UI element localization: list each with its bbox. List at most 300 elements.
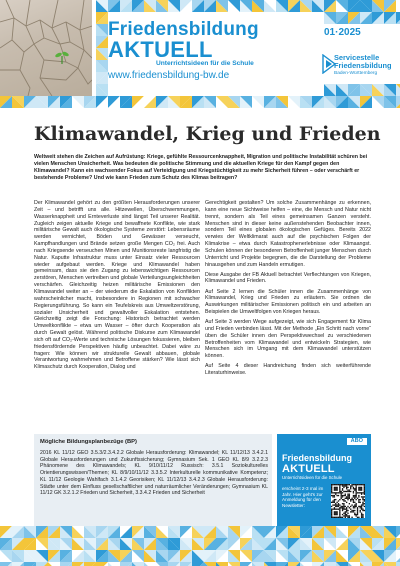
qr-module — [339, 514, 340, 515]
qr-module — [345, 498, 346, 499]
qr-module — [353, 500, 354, 501]
qr-module — [345, 491, 346, 492]
qr-module — [350, 506, 351, 507]
qr-module — [345, 511, 346, 512]
qr-module — [350, 511, 351, 512]
qr-module — [347, 489, 348, 490]
qr-module — [347, 517, 348, 518]
qr-module — [332, 495, 333, 496]
qr-module — [332, 504, 333, 505]
paragraph: Gerechtigkeit gestalten? Um solche Zusammenhänge zu erkennen, kann eine neue Sichtweise helfen – eine, die Mensch und Natur nicht trennt, sondern als Teil eines gemeinsamen Ganzen versteht. Menschen sind in dieser keine außenstehenden Beobachter innen, sondern Teil eines globalen ökologischen Gefüges. Bereits 2022 verwies der Weltklimarat auch auf die psychischen Folgen der Klimakrise – etwa durch Katastrophenerlebnisse oder Klimaangst. Schulen können der besonderen Betroffenheit junger Menschen durch Unterricht und Projekte begegnen, die die Darstellung der Probleme hinausgehen und zum Handeln ermutigen. — [205, 200, 371, 268]
qr-module — [364, 492, 365, 493]
qr-module — [345, 508, 346, 509]
qr-module — [351, 510, 352, 511]
qr-module — [331, 495, 332, 496]
qr-module — [338, 495, 339, 496]
qr-module — [362, 515, 363, 516]
qr-module — [358, 500, 359, 501]
qr-module — [331, 513, 332, 514]
qr-module — [362, 504, 363, 505]
qr-module — [342, 503, 343, 504]
qr-module — [350, 485, 351, 486]
qr-module — [339, 485, 340, 486]
qr-module — [343, 504, 344, 505]
qr-module — [354, 514, 355, 515]
qr-module — [343, 513, 344, 514]
qr-module — [334, 511, 335, 512]
qr-module — [345, 515, 346, 516]
qr-module — [335, 511, 336, 512]
qr-module — [331, 489, 332, 490]
qr-module — [334, 492, 335, 493]
qr-module — [361, 513, 362, 514]
qr-module — [335, 484, 336, 485]
footer-triangle-pattern — [0, 526, 400, 566]
qr-module — [360, 506, 361, 507]
qr-module — [331, 492, 332, 493]
qr-module — [355, 485, 356, 486]
qr-module — [355, 494, 356, 495]
qr-module — [335, 508, 336, 509]
qr-module — [362, 510, 363, 511]
qr-module — [355, 514, 356, 515]
qr-module — [360, 511, 361, 512]
qr-module — [346, 488, 347, 489]
qr-module — [360, 499, 361, 500]
qr-module — [347, 484, 348, 485]
qr-module — [350, 500, 351, 501]
qr-module — [342, 508, 343, 509]
qr-module — [334, 502, 335, 503]
qr-module — [354, 488, 355, 489]
column-left — [34, 200, 200, 374]
paragraph: Der Klimawandel gehört zu den größten Herausforderungen unserer Zeit – und betrifft uns alle. Hitzewellen, Überschwemmungen, Wasserknappheit und Ernteverluste sind längst Teil unserer Realität. Zugleich zeigen aktuelle Kriege und bewaffnete Konflikte, wie stark militärische Gewalt auch ökologische Systeme zerstört: Lebensräume werden vernichtet, Böden und Gewässer verseucht, Kampfhandlungen und Brände setzen große Mengen CO₂ frei. Auch nach Kriegsende verseuchen Minen und Munitionsreste langfristig die Natur. Kaputte Infrastruktur muss unter Einsatz vieler Ressourcen wieder aufgebaut werden. Kriege und Klimawandel haben gemeinsam, dass sie den Zugang zu lebenswichtigen Ressourcen zerstören, Menschen vertreiben und globale Verteilungsungleichheiten verschärfen. Gleichzeitig heizen militärische Emissionen den Klimawandel weiter an – der wiederum die Eskalation von Konflikten wahrscheinlicher macht, insbesondere in Regionen mit schwacher Regierungsführung. So kann ein Teufelskreis aus Umweltzerstörung, sozialer Unsicherheit und gewaltvoller Eskalation entstehen. Gleichzeitig zeigt die Forschung: Historisch betrachtet werden Umweltkonflikte – etwa um Wasser – öfter durch Kooperation als durch Gewalt gelöst. Während politische Diskurse zum Klimawandel sich oft auf CO₂-Werte und technische Lösungen fokussieren, bleiben friedensfördernde Perspektiven häufig unbeachtet. Dabei wäre zu fragen: Wie können wir strukturelle Gewalt abbauen, globale Verantwortung wahrnehmen und Betroffene stärken? Wie lässt sich Klimaschutz durch Kooperation, Dialog und — [34, 200, 200, 371]
qr-module — [341, 507, 342, 508]
qr-module — [345, 485, 346, 486]
qr-module — [364, 485, 365, 486]
issue-number: 01·2025 — [324, 27, 361, 38]
qr-module — [361, 507, 362, 508]
qr-module — [355, 503, 356, 504]
qr-module — [339, 504, 340, 505]
qr-module — [339, 499, 340, 500]
qr-module — [331, 517, 332, 518]
qr-module — [364, 503, 365, 504]
qr-module — [362, 496, 363, 497]
qr-module — [351, 485, 352, 486]
qr-module — [347, 491, 348, 492]
qr-module — [331, 511, 332, 512]
qr-module — [339, 515, 340, 516]
qr-module — [357, 511, 358, 512]
qr-module — [360, 488, 361, 489]
qr-module — [335, 517, 336, 518]
qr-module — [358, 517, 359, 518]
qr-module — [349, 495, 350, 496]
header — [0, 0, 400, 108]
qr-module — [342, 507, 343, 508]
qr-module — [339, 511, 340, 512]
brand-tagline: Unterrichtsideen für die Schule — [156, 60, 254, 67]
qr-module — [364, 506, 365, 507]
qr-module — [361, 506, 362, 507]
qr-module — [349, 494, 350, 495]
qr-module — [336, 504, 337, 505]
qr-module — [338, 500, 339, 501]
qr-module — [358, 495, 359, 496]
qr-module — [343, 499, 344, 500]
qr-module — [336, 495, 337, 496]
qr-module — [334, 499, 335, 500]
qr-module — [351, 484, 352, 485]
qr-module — [341, 496, 342, 497]
qr-module — [334, 496, 335, 497]
qr-module — [364, 487, 365, 488]
qr-module — [341, 492, 342, 493]
qr-module — [360, 487, 361, 488]
qr-module — [349, 491, 350, 492]
qr-module — [354, 495, 355, 496]
qr-module — [349, 484, 350, 485]
qr-module — [357, 517, 358, 518]
qr-module — [353, 491, 354, 492]
qr-module — [335, 487, 336, 488]
qr-module — [364, 494, 365, 495]
qr-module — [332, 508, 333, 509]
qr-module — [335, 492, 336, 493]
qr-module — [357, 508, 358, 509]
qr-module — [362, 484, 363, 485]
qr-module — [336, 517, 337, 518]
qr-module — [332, 484, 333, 485]
qr-module — [354, 489, 355, 490]
website-link[interactable]: www.friedensbildung-bw.de — [108, 70, 230, 81]
qr-module — [336, 492, 337, 493]
qr-module — [343, 485, 344, 486]
qr-module — [354, 484, 355, 485]
cracked-earth-photo — [0, 0, 92, 96]
qr-module — [358, 484, 359, 485]
qr-module — [336, 484, 337, 485]
qr-module — [364, 499, 365, 500]
column-right — [205, 200, 371, 380]
qr-module — [355, 504, 356, 505]
qr-module — [353, 484, 354, 485]
qr-module — [343, 484, 344, 485]
qr-module — [341, 498, 342, 499]
qr-module — [338, 506, 339, 507]
qr-module — [349, 517, 350, 518]
qr-module — [336, 502, 337, 503]
qr-module — [331, 508, 332, 509]
qr-module — [347, 506, 348, 507]
qr-module — [338, 484, 339, 485]
qr-module — [339, 513, 340, 514]
qr-module — [358, 489, 359, 490]
qr-module — [353, 511, 354, 512]
qr-module — [345, 494, 346, 495]
qr-module — [355, 506, 356, 507]
qr-module — [354, 496, 355, 497]
qr-module — [361, 484, 362, 485]
qr-module — [364, 488, 365, 489]
qr-module — [335, 514, 336, 515]
article-title: Klimawandel, Krieg und Frieden — [34, 123, 381, 145]
qr-module — [351, 517, 352, 518]
qr-module — [362, 498, 363, 499]
qr-module — [358, 492, 359, 493]
qr-module — [339, 517, 340, 518]
qr-module — [342, 485, 343, 486]
qr-module — [353, 507, 354, 508]
qr-module — [339, 510, 340, 511]
qr-module — [335, 494, 336, 495]
qr-module — [342, 488, 343, 489]
qr-module — [334, 484, 335, 485]
qr-module — [357, 510, 358, 511]
qr-module — [335, 488, 336, 489]
qr-module — [361, 504, 362, 505]
qr-module — [339, 508, 340, 509]
qr-module — [350, 488, 351, 489]
qr-module — [342, 489, 343, 490]
qr-module — [341, 484, 342, 485]
qr-module — [361, 487, 362, 488]
qr-module — [346, 507, 347, 508]
decor-triangle — [396, 562, 400, 566]
bildungsplan-text: 2016 KL 11/12 GEO 3.5.3/2.3.4.2.2 Globale Herausforderung: Klimawandel; KL 11/12/13 3.4.2.1 Globale Herausforderungen und Zukunftssicherung; Gymnasium Sek. 1 GEO KL 8/9 3.2.2.3 Phänomene des Klimawandels; KL 9/10/11/12 Russisch: 3.5.1 Soziokulturelles Orientierungswissen/Themen; KL 8/9/10/11/12 3.3.5.2 Interkulturelle kommunikative Kompetenz; KL 11/12 Geologie Wahlfach 3.1.4.2 Georisiken; KL 11/12/13 3.4.2.3 Globale Herausforderung: Städte unter dem Einfluss gesellschaftlicher und naturräumlicher Veränderungen; Gymnasium KL 11/12 GK 3.2.1.2 Frieden und Sicherheit, 3.3.4.2 Frieden und Sicherheit — [40, 450, 268, 497]
qr-module — [343, 508, 344, 509]
qr-module — [331, 502, 332, 503]
qr-module — [347, 510, 348, 511]
qr-module — [361, 489, 362, 490]
abo-badge: ABO — [347, 438, 367, 445]
article-lead: Weltweit stehen die Zeichen auf Aufrüstung: Kriege, gefühlte Ressourcenknappheit, Migration und politische Instabilität schüren bei vielen Menschen Unsicherheit. Was bedeuten die politische Stimmung und die aktuellen Kriege für den Kampf gegen den Klimawandel? Kann ein wachsender Fokus auf Verteidigung und Kriegstüchtigkeit zu mehr Sicherheit führen – oder verschärft er bestehende Probleme? Und wie kann Frieden zum Schutz des Klimas beitragen? — [34, 154, 368, 181]
qr-module — [346, 498, 347, 499]
qr-module — [355, 492, 356, 493]
service-line-2: Friedensbildung — [334, 61, 392, 70]
qr-module — [332, 500, 333, 501]
qr-module — [339, 487, 340, 488]
qr-module — [334, 507, 335, 508]
qr-module — [341, 506, 342, 507]
qr-module — [346, 514, 347, 515]
paragraph: Diese Ausgabe der FB Aktuell betrachtet Verflechtungen von Kriegen, Klimawandel und Frieden. — [205, 271, 371, 285]
qr-module — [360, 489, 361, 490]
qr-module — [355, 495, 356, 496]
qr-module — [331, 514, 332, 515]
qr-module — [358, 496, 359, 497]
brand-title: Friedensbildung — [108, 19, 259, 40]
abo-subtitle: AKTUELL — [282, 463, 335, 475]
qr-module — [336, 514, 337, 515]
qr-module — [351, 504, 352, 505]
qr-module — [332, 517, 333, 518]
qr-module — [353, 496, 354, 497]
qr-module — [341, 494, 342, 495]
qr-module — [343, 506, 344, 507]
qr-module — [360, 484, 361, 485]
paragraph: Auf Seite 4 dieser Handreichung finden sich weiterführende Literaturhinweise. — [205, 363, 371, 377]
qr-module — [335, 503, 336, 504]
qr-module — [336, 513, 337, 514]
qr-module — [331, 488, 332, 489]
qr-module — [350, 491, 351, 492]
qr-module — [335, 499, 336, 500]
qr-module — [331, 487, 332, 488]
qr-module — [339, 492, 340, 493]
qr-module — [362, 499, 363, 500]
qr-module — [345, 495, 346, 496]
qr-module — [342, 496, 343, 497]
qr-module — [339, 491, 340, 492]
seedling-icon — [55, 51, 70, 64]
qr-module — [338, 492, 339, 493]
qr-module — [336, 508, 337, 509]
qr-module — [347, 515, 348, 516]
qr-module — [342, 514, 343, 515]
qr-module — [357, 484, 358, 485]
qr-module — [347, 494, 348, 495]
qr-module — [349, 507, 350, 508]
qr-module — [350, 487, 351, 488]
abo-title: Friedensbildung — [282, 453, 353, 463]
qr-module — [347, 513, 348, 514]
qr-module — [364, 491, 365, 492]
qr-module — [347, 499, 348, 500]
qr-module — [332, 492, 333, 493]
qr-module — [346, 485, 347, 486]
qr-module — [332, 496, 333, 497]
qr-module — [335, 504, 336, 505]
qr-module — [345, 500, 346, 501]
qr-module — [357, 498, 358, 499]
abo-tagline: Unterrichtsideen für die Schule — [282, 475, 343, 480]
qr-module — [355, 491, 356, 492]
qr-module — [362, 508, 363, 509]
qr-module — [364, 500, 365, 501]
qr-module — [361, 514, 362, 515]
qr-module — [346, 484, 347, 485]
abo-text: erscheint 2-3 mal im Jahr. Hier geht's zur Anmeldung für den Newsletter: — [282, 486, 324, 508]
qr-module — [357, 492, 358, 493]
qr-module — [345, 506, 346, 507]
qr-module — [339, 489, 340, 490]
qr-module — [334, 517, 335, 518]
qr-module — [349, 496, 350, 497]
qr-module — [354, 506, 355, 507]
qr-module — [358, 502, 359, 503]
qr-module — [331, 484, 332, 485]
qr-module — [360, 492, 361, 493]
qr-module — [354, 502, 355, 503]
qr-module — [353, 488, 354, 489]
qr-module — [360, 510, 361, 511]
qr-module — [346, 515, 347, 516]
qr-module — [358, 499, 359, 500]
qr-module — [346, 491, 347, 492]
service-line-3: Baden-Württemberg — [334, 71, 378, 76]
qr-module — [357, 513, 358, 514]
qr-module — [349, 503, 350, 504]
qr-module — [338, 504, 339, 505]
qr-module — [336, 488, 337, 489]
qr-module — [353, 495, 354, 496]
paragraph: Auf Seite 3 werden Wege aufgezeigt, wie sich Engagement für Klima und Frieden verbinden lässt. Mit der Methode „Ein Schritt nach vorne“ üben die Schüler innen den Perspektivwechsel zu verschiedenen Betroffenheiten vom Klimawandel und entwickeln Strategien, wie Menschen sich im Umgang mit dem Klimawandel unterstützen können. — [205, 319, 371, 360]
qr-module — [343, 507, 344, 508]
qr-module — [353, 506, 354, 507]
qr-module — [351, 498, 352, 499]
qr-module — [353, 492, 354, 493]
qr-module — [364, 496, 365, 497]
qr-module — [364, 510, 365, 511]
qr-module — [331, 485, 332, 486]
qr-module — [342, 495, 343, 496]
qr-module — [343, 503, 344, 504]
qr-module — [334, 489, 335, 490]
qr-module — [355, 496, 356, 497]
newsletter-qr-code-icon[interactable] — [331, 484, 365, 518]
qr-module — [364, 489, 365, 490]
qr-module — [335, 506, 336, 507]
qr-module — [354, 504, 355, 505]
qr-module — [358, 488, 359, 489]
qr-module — [355, 484, 356, 485]
qr-module — [350, 499, 351, 500]
qr-module — [331, 510, 332, 511]
qr-module — [361, 492, 362, 493]
qr-module — [343, 491, 344, 492]
qr-module — [346, 487, 347, 488]
qr-module — [336, 506, 337, 507]
qr-module — [341, 495, 342, 496]
qr-module — [361, 496, 362, 497]
qr-module — [339, 507, 340, 508]
qr-module — [345, 484, 346, 485]
qr-module — [355, 499, 356, 500]
qr-module — [361, 517, 362, 518]
qr-module — [361, 515, 362, 516]
qr-module — [347, 495, 348, 496]
qr-module — [351, 499, 352, 500]
qr-module — [342, 517, 343, 518]
qr-module — [339, 488, 340, 489]
qr-module — [338, 503, 339, 504]
qr-module — [358, 506, 359, 507]
qr-module — [334, 495, 335, 496]
abo-box — [277, 434, 371, 526]
bildungsplan-title: Mögliche Bildungsplanbezüge (BP) — [40, 439, 137, 445]
qr-module — [338, 508, 339, 509]
qr-module — [362, 517, 363, 518]
qr-module — [336, 489, 337, 490]
qr-module — [351, 511, 352, 512]
qr-module — [331, 506, 332, 507]
qr-module — [335, 489, 336, 490]
qr-module — [336, 511, 337, 512]
qr-module — [355, 488, 356, 489]
bildungsplan-box — [34, 434, 272, 526]
service-line-1: Servicestelle — [334, 53, 380, 62]
qr-module — [334, 508, 335, 509]
qr-module — [339, 484, 340, 485]
qr-module — [361, 494, 362, 495]
qr-module — [343, 500, 344, 501]
qr-module — [353, 499, 354, 500]
qr-module — [364, 484, 365, 485]
qr-module — [349, 498, 350, 499]
qr-module — [343, 495, 344, 496]
